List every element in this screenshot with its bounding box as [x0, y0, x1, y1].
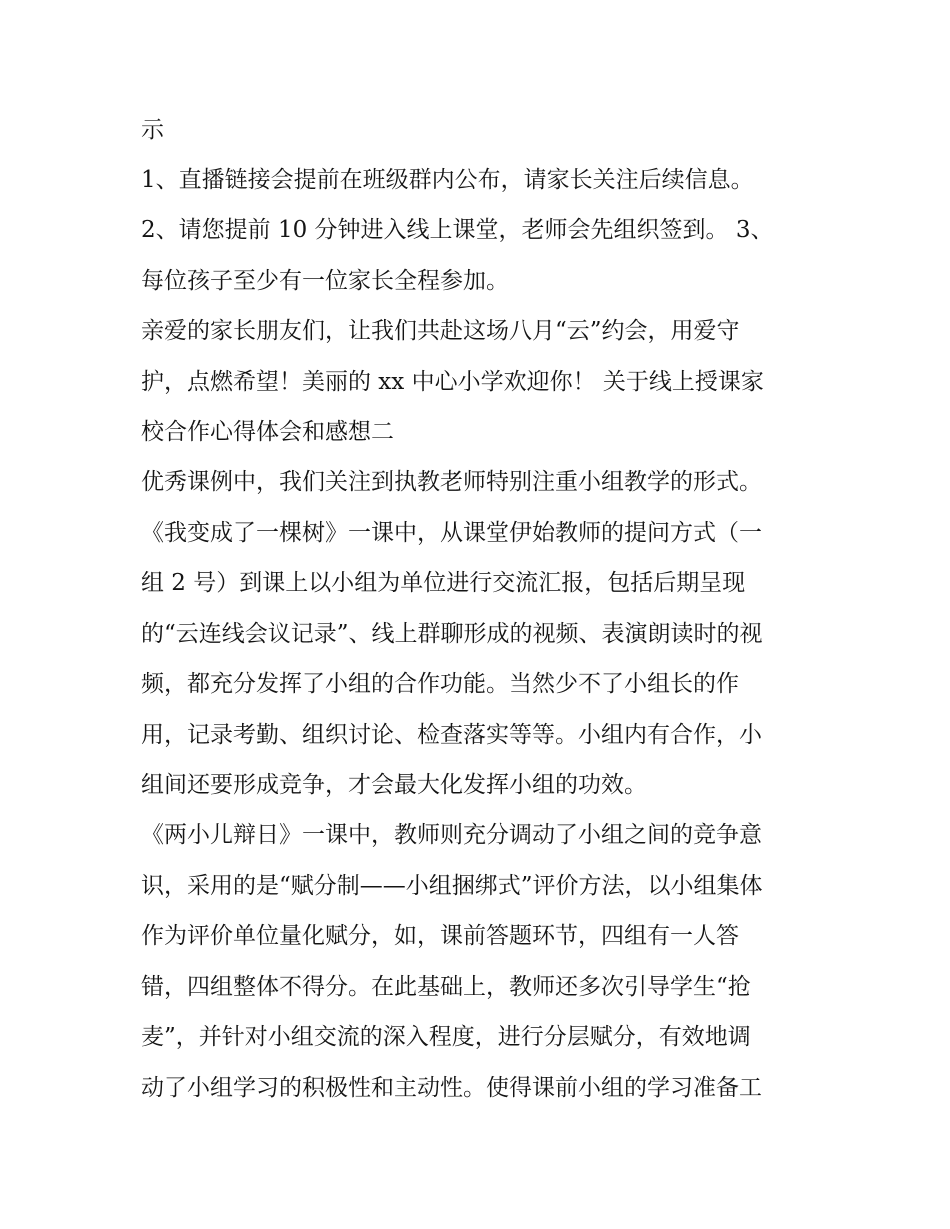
- text-line: 用，记录考勤、组织讨论、检查落实等等。小组内有合作，小: [141, 722, 762, 748]
- text-line: 亲爱的家长朋友们，让我们共赴这场八月“云”约会，用爱守: [141, 318, 740, 344]
- text-line: 频，都充分发挥了小组的合作功能。当然少不了小组长的作: [141, 671, 739, 697]
- text-line: 优秀课例中，我们关注到执教老师特别注重小组教学的形式。: [141, 469, 762, 495]
- text-line: 组间还要形成竞争，才会最大化发挥小组的功效。: [141, 772, 647, 798]
- text-line: 作为评价单位量化赋分，如，课前答题环节，四组有一人答: [141, 923, 739, 949]
- text-line: 识，采用的是“赋分制——小组捆绑式”评价方法，以小组集体: [141, 873, 763, 899]
- text-line: 校合作心得体会和感想二: [141, 419, 394, 445]
- text-line: 1、直播链接会提前在班级群内公布，请家长关注后续信息。: [141, 167, 754, 193]
- text-line: 错，四组整体不得分。在此基础上，教师还多次引导学生“抢: [141, 974, 751, 1000]
- text-line: 动了小组学习的积极性和主动性。使得课前小组的学习准备工: [141, 1075, 762, 1101]
- text-line: 麦”，并针对小组交流的深入程度，进行分层赋分，有效地调: [141, 1024, 751, 1050]
- text-line: 《我变成了一棵树》一课中，从课堂伊始教师的提问方式（一: [141, 520, 762, 546]
- text-line: 护，点燃希望！美丽的 xx 中心小学欢迎你！ 关于线上授课家: [141, 369, 764, 395]
- text-line: 的“云连线会议记录”、线上群聊形成的视频、表演朗读时的视: [141, 621, 763, 647]
- text-line: 《两小儿辩日》一课中，教师则充分调动了小组之间的竞争意: [141, 822, 762, 848]
- text-line: 组 2 号）到课上以小组为单位进行交流汇报，包括后期呈现: [141, 570, 746, 596]
- text-line: 示: [141, 117, 164, 143]
- text-line: 每位孩子至少有一位家长全程参加。: [141, 268, 509, 294]
- text-line: 2、请您提前 10 分钟进入线上课堂，老师会先组织签到。 3、: [141, 217, 774, 243]
